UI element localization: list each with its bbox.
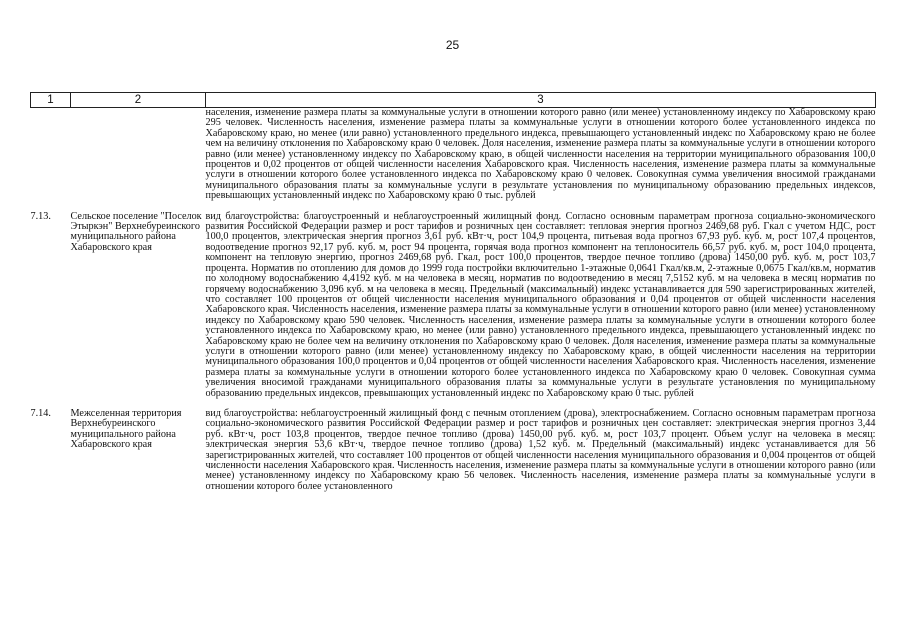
row-description: вид благоустройства: неблагоустроенный жилищный фонд с печным отоплением (дрова), электроснабжением. Согласно основным параметрам прогноза социально-экономического развития Российской Федерации размер и рост тарифов и розничных цен составляет: электрическая энергия прогноз 3,44 руб. кВт·ч, рост 103,8 процентов, твердое печное топливо (дрова) 1450,00 руб. куб. м, рост 103,7 процент. Объем услуг на человека в месяц: электрическая энергия 53,6 кВт·ч, твердое печное топливо (дрова) 1,52 куб. м. Предельный (максимальный) индекс устанавливается для 56 зарегистрированных жителей, что составляет 100 процентов от общей численности населения муниципального образования и 0,004 процентов от общей численности населения Хабаровского края. Численность населения, изменение размера платы за коммунальные услуги в отношении которого равно (или менее) установленному индексу по Хабаровскому краю 56 человек. Численность населения, изменение размера платы за коммунальные услуги в отношении которого более установленного <box>205 407 876 492</box>
table-row <box>31 108 876 202</box>
municipality-name: Сельское поселение "Поселок Этыркэн" Верхнебуреинского муниципального района Хабаровского края <box>70 210 202 253</box>
municipality-name: Межселенная территория Верхнебуреинского муниципального района Хабаровского края <box>70 407 182 451</box>
table-row <box>31 212 876 399</box>
row-number: 7.13. <box>30 210 51 222</box>
row-description: населения, изменение размера платы за коммунальные услуги в отношении которого равно (или менее) установленному индексу по Хабаровскому краю 295 человек. Численность населения, изменение размера платы за коммунальные услуги в отношении которого более установленного индекса по Хабаровскому краю, но менее (или равно) установленного предельного индекса, превышающего установленный индекс по Хабаровскому краю не более чем на величину отклонения по Хабаровскому краю 0 человек. Доля населения, изменение размера платы за коммунальные услуги в отношении которого равно (или менее) установленному индексу по Хабаровскому краю, в общей численности населения на территории муниципального образования 100,0 процентов и 0,02 процентов от общей численности населения Хабаровского края. Численность населения, изменение размера платы за коммунальные услуги в отношении которого более установленного индекса по Хабаровскому краю 0 человек. Совокупная сумма увеличения вносимой гражданами муниципального образования платы за коммунальные услуги в результате установления по муниципальному образованию предельных индексов, превышающих установленный индекс по Хабаровскому краю 0 тыс. рублей <box>205 107 876 202</box>
table-row <box>31 409 876 492</box>
document-table <box>30 92 876 492</box>
table-header-row <box>31 93 876 108</box>
page-number: 25 <box>445 38 460 52</box>
row-description: вид благоустройства: благоустроенный и неблагоустроенный жилищный фонд. Согласно основным параметрам прогноза социально-экономического развития Российской Федерации размер и рост тарифов и розничных цен составляет: тепловая энергия прогноз 2469,68 руб. Гкал с учетом НДС, рост 100,0 процентов, электрическая энергия прогноз 3,61 руб. кВт·ч, рост 104,9 процента, питьевая вода прогноз 67,93 руб. куб. м, рост 107,4 процентов, водоотведение прогноз 92,17 руб. куб. м, рост 94 процента, горячая вода прогноз компонент на теплоноситель 66,57 руб. куб. м, рост 104,0 процента, компонент на тепловую энергию, прогноз 2469,68 руб. Гкал, рост 100,0 процентов, твердое печное топливо (дрова) 1450,00 руб. куб. м, рост 103,7 процента. Норматив по отоплению для домов до 1999 года постройки включительно 1-этажные 0,0641 Гкал/кв.м, 2-этажные 0,0675 Гкал/кв.м, норматив по холодному водоснабжению 4,4192 куб. м на человека в месяц, норматив по водоотведению в месяц 7,5152 куб. м на человека в месяц норматив по горячему водоснабжению 3,096 куб. м на человека в месяц. Предельный (максимальный) индекс устанавливается для 590 зарегистрированных жителей, что составляет 100 процентов от общей численности населения муниципального образования и 0,04 процентов от общей численности населения Хабаровского края. Численность населения, изменение размера платы за коммунальные услуги в отношении которого равно (или менее) установленному индексу по Хабаровскому краю 590 человек. Численность населения, изменение размера платы за коммунальные услуги в отношении которого более установленного индекса по Хабаровскому краю, но менее (или равно) установленного предельного индекса, превышающего установленный индекс по Хабаровскому краю не более чем на величину отклонения по Хабаровскому краю 0 человек. Доля населения, изменение размера платы за коммунальные услуги в отношении которого равно (или менее) установленному индексу по Хабаровскому краю, в общей численности населения на территории муниципального образования 100,0 процентов и 0,04 процентов от общей численности населения Хабаровского края. Численность населения, изменение размера платы за коммунальные услуги в отношении которого более установленного индекса по Хабаровскому краю 0 человек. Совокупная сумма увеличения вносимой гражданами муниципального образования платы за коммунальные услуги в результате установления по муниципальному образованию предельных индексов, превышающих установленный индекс по Хабаровскому краю 0 тыс. рублей <box>205 210 876 399</box>
municipality-name <box>71 108 206 202</box>
column-header-1: 1 <box>31 93 71 108</box>
row-number <box>31 108 71 202</box>
row-number: 7.14. <box>30 407 51 419</box>
column-header-2: 2 <box>71 93 206 108</box>
column-header-3: 3 <box>206 93 876 108</box>
